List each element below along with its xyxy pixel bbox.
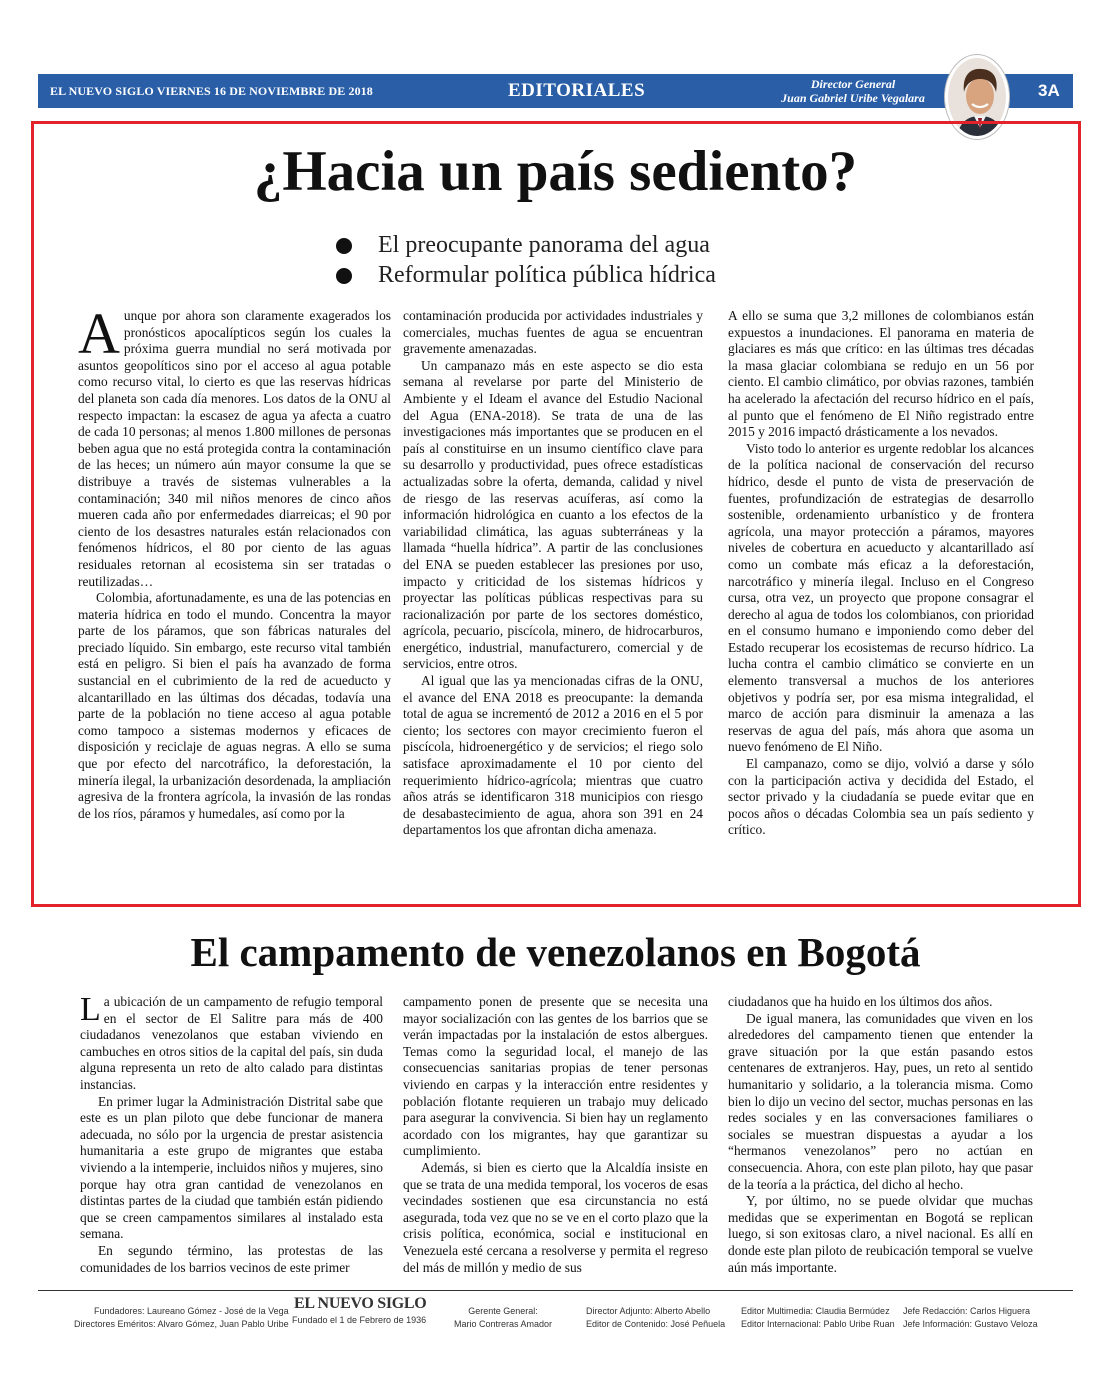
paragraph: campamento ponen de presente que se necesita una mayor socialización con las gentes de los barrios que se verán impactadas por la instalación de estos albergues. Temas como la seguridad local, el manejo de las consecuencias sanitarias propias de tener personas viviendo en carpas y la interacción entre residentes y población flotante requieren un trabajo muy delicado para asegurar la convivencia. Si bien hay un reglamento acordado con los migrantes, hay que garantizar su cumplimiento. bbox=[403, 994, 708, 1159]
paragraph: Visto todo lo anterior es urgente redoblar los alcances de la política nacional de conservación del recurso hídrico, desde el punto de vista de preservación de fuentes, profundización de estrategias de desarrollo sostenible, ordenamiento urbanístico y de frontera agrícola, una mayor protección a páramos, mayores niveles de cobertura en acueducto y alcantarillado así como un combate más eficaz a la deforestación, narcotráfico y minería ilegal. Incluso en el Congreso cursa, otra vez, un proyecto que propone consagrar el derecho al agua de todos los colombianos, con prioridad en el consumo humano e imponiendo como deber del Estado recuperar los ecosistemas de recurso hídrico. La lucha contra el cambio climático se convierte en un elemento transversal a muchos de los anteriores objetivos y podría ser, por esa misma integralidad, el marco de acción para disminuir la amenaza a las reservas de agua del país, más ahora que asoma un nuevo fenómeno de El Niño. bbox=[728, 440, 1034, 755]
paragraph: El campanazo, como se dijo, volvió a darse y sólo con la participación activa y decidida del Estado, el sector privado y la ciudadanía se puede evitar que en pocos años o décadas Colombia sea un país sediento y crítico. bbox=[728, 756, 1034, 838]
editorial1-column-2 bbox=[403, 308, 703, 839]
page-number: 3A bbox=[1038, 81, 1060, 100]
founded-date: Fundado el 1 de Febrero de 1936 bbox=[292, 1315, 427, 1325]
paragraph: Además, si bien es cierto que la Alcaldía insiste en que se trata de una medida temporal, los voceros de esas vecindades sostienen que esa circunstancia no está asegurada, toda vez que no se ve en el corto plazo que la crisis política, económica, social e institucional en Venezuela esté cercana a resolverse y permita el regreso del más de millón y medio de sus bbox=[403, 1159, 708, 1275]
section-title: EDITORIALES bbox=[508, 80, 646, 101]
founders-block bbox=[74, 1305, 289, 1331]
manager-name: Mario Contreras Amador bbox=[453, 1319, 553, 1329]
paragraph: En segundo término, las protestas de las comunidades de los barrios vecinos de este primer bbox=[80, 1242, 383, 1275]
paragraph: contaminación producida por actividades industriales y comerciales, muchas fuentes de agua se encuentran gravemente amenazadas. bbox=[403, 308, 703, 357]
director-name: Juan Gabriel Uribe Vegalara bbox=[781, 91, 925, 105]
founders: Fundadores: Laureano Gómez - José de la Vega bbox=[93, 1306, 289, 1316]
content-editor: Editor de Contenido: José Peñuela bbox=[586, 1319, 726, 1329]
emeritus-directors: Directores Eméritos: Alvaro Gómez, Juan Pablo Uribe bbox=[74, 1319, 289, 1329]
editorial1-column-1 bbox=[78, 301, 391, 822]
subtitle-bullet: El preocupante panorama del agua bbox=[336, 230, 716, 260]
manager-block bbox=[448, 1305, 558, 1331]
paragraph: Un campanazo más en este aspecto se dio esta semana al revelarse por parte del Ministerio de Ambiente y el Ideam el avance del Estudio Nacional del Agua (ENA-2018). Se trata de una de las investigaciones más importantes que se producen en el país al constituirse en un insumo científico clave para su desarrollo y productividad, pues ofrece estadísticas actualizadas sobre la oferta, demanda, calidad y nivel de riesgo de las reservas acuíferas, así como la información hidrológica en cuanto a los efectos de la variabilidad climática, las aguas subterráneas y la llamada “huella hídrica”. A partir de las conclusiones del ENA se pueden establecer las presiones por uso, impacto y criticidad de los sistemas hídricos y proyectar las políticas públicas respectivas para su racionalización por parte de los sectores doméstico, agrícola, pecuario, piscícola, minero, de hidrocarburos, energético, industrial, manufacturero, comercial y de servicios, entre otros. bbox=[403, 357, 703, 672]
newsroom-chief: Jefe Redacción: Carlos Higuera bbox=[903, 1306, 1031, 1316]
editorial2-column-3 bbox=[728, 994, 1033, 1276]
manager-label: Gerente General: bbox=[468, 1306, 538, 1316]
editorial-subtitles bbox=[336, 230, 716, 290]
information-chief: Jefe Información: Gustavo Veloza bbox=[903, 1319, 1038, 1329]
editorial-title-2: El campamento de venezolanos en Bogotá bbox=[190, 929, 921, 975]
paragraph: unque por ahora son claramente exagerados los pronósticos apocalípticos según los cuales la próxima guerra mundial no será motivada por asuntos geopolíticos sino por el acceso al agua potable como recurso vital, lo cierto es que las reservas hídricas del planeta son cada día menores. Los datos de la ONU al respecto impactan: la escasez de agua ya afecta a cuatro de cada 10 personas; al menos 1.800 millones de personas beben agua que no está protegida contra la contaminación de las heces; un número aún mayor consume la que se distribuye a través de sistemas vulnerables a la contaminación; 340 mil niños menores de cinco años mueren cada año por enfermedades diarreicas; el 90 por ciento de los desastres naturales están relacionados con fenómenos hídricos, el 80 por ciento de las aguas residuales retornan al ecosistema sin ser tratadas o reutilizadas… bbox=[78, 308, 391, 589]
subtitle-bullet: Reformular política pública hídrica bbox=[336, 260, 716, 290]
paragraph: En primer lugar la Administración Distrital sabe que este es un plan piloto que debe funcionar de manera adecuada, no sólo por la urgencia de prestar asistencia humanitaria a este grupo de migrantes que estaba viviendo a la intemperie, incluidos niños y mujeres, sino porque hay otra gran cantidad de venezolanos en distintas partes de la ciudad que también están pidiendo que se creen campamentos similares al instalado esta semana. bbox=[80, 1093, 383, 1242]
header-date: EL NUEVO SIGLO VIERNES 16 DE NOVIEMBRE DE 2018 bbox=[50, 84, 373, 98]
editors-block-3 bbox=[903, 1305, 1038, 1331]
paragraph: a ubicación de un campamento de refugio temporal en el sector de El Salitre para más de 400 ciudadanos venezolanos que estaban viviendo en cambuches en otros sitios de la capital del país, sin duda alguna representa un reto de alto calado para distintas instancias. bbox=[80, 994, 383, 1092]
editorial-title-1: ¿Hacia un país sediento? bbox=[253, 140, 858, 203]
deputy-director: Director Adjunto: Alberto Abello bbox=[586, 1306, 711, 1316]
multimedia-editor: Editor Multimedia: Claudia Bermúdez bbox=[741, 1306, 890, 1316]
newspaper-logo: EL NUEVO SIGLO bbox=[294, 1295, 427, 1312]
director-title: Director General bbox=[810, 77, 896, 91]
international-editor: Editor Internacional: Pablo Uribe Ruan bbox=[741, 1319, 895, 1329]
drop-cap: A bbox=[78, 301, 120, 366]
paragraph: De igual manera, las comunidades que viven en los alrededores del campamento tienen que entender la grave situación por la que están pasando estos centenares de extranjeros. Hay, pues, un reto al sentido humanitario y solidario, a la tolerancia misma. Como bien lo dijo un vecino del sector, muchas personas en las redes sociales y en las conversaciones familiares o sociales se muestran dispuestas a ayudar a los “hermanos venezolanos” pero no actúan en consecuencia. Ahora, con este plan piloto, hay que pasar de la teoría a la práctica, del dicho al hecho. bbox=[728, 1010, 1033, 1192]
masthead-footer bbox=[38, 1290, 1073, 1336]
editorial1-column-3 bbox=[728, 308, 1034, 839]
paragraph: ciudadanos que ha huido en los últimos dos años. bbox=[728, 994, 993, 1009]
director-block bbox=[738, 77, 968, 105]
editorial2-column-1 bbox=[80, 991, 383, 1276]
drop-cap: L bbox=[80, 991, 101, 1028]
editorial2-column-2 bbox=[403, 994, 708, 1276]
paragraph: Al igual que las ya mencionadas cifras de la ONU, el avance del ENA 2018 es preocupante: la demanda total de agua se incrementó de 2012 a 2016 en el 5 por ciento; los sectores con mayor crecimiento fueron el piscícola, hidroenergético y de servicios; el riego solo satisface aproximadamente el 10 por ciento del requerimiento hídrico-agrícola; mientras que cuatro años atrás se identificaron 318 municipios con riesgo de desabastecimiento de agua, ahora son 391 en 24 departamentos los que afrontan dicha amenaza. bbox=[403, 673, 703, 838]
paragraph: Colombia, afortunadamente, es una de las potencias en materia hídrica en todo el mundo. Concentra la mayor parte de los páramos, que son fábricas naturales del preciado líquido. Sin embargo, este recurso vital también está en peligro. Si bien el país ha avanzado de forma sustancial en el cubrimiento de la red de acueducto y alcantarillado en las últimas dos décadas, todavía una parte de la población no tiene acceso al agua potable como tampoco a sistemas modernos y eficaces de disposición y reciclaje de aguas negras. A ello se suma que por efecto del narcotráfico, la deforestación, la minería ilegal, la urbanización desordenada, la ampliación agresiva de la frontera agrícola, la invasión de las rondas de los ríos, páramos y humedales, así como por la bbox=[78, 590, 391, 821]
page-header bbox=[38, 74, 1073, 108]
paragraph: A ello se suma que 3,2 millones de colombianos están expuestos a inundaciones. El panorama en materia de glaciares es más que crítico: en las últimas tres décadas la masa glaciar colombiana se redujo en un 56 por ciento. El cambio climático, por obvias razones, también ha acelerado la afectación del recurso hídrico en el país, al punto que el fenómeno de El Niño registrado entre 2015 y 2016 impactó drásticamente a los nevados. bbox=[728, 308, 1034, 440]
paragraph: Y, por último, no se puede olvidar que muchas medidas que se experimentan en Bogotá se replican luego, si son exitosas claro, a nivel nacional. Es allí en donde este plan piloto de reubicación temporal se vuelve aún más importante. bbox=[728, 1193, 1033, 1275]
editors-block-1 bbox=[586, 1305, 725, 1331]
editors-block-2 bbox=[741, 1305, 895, 1331]
